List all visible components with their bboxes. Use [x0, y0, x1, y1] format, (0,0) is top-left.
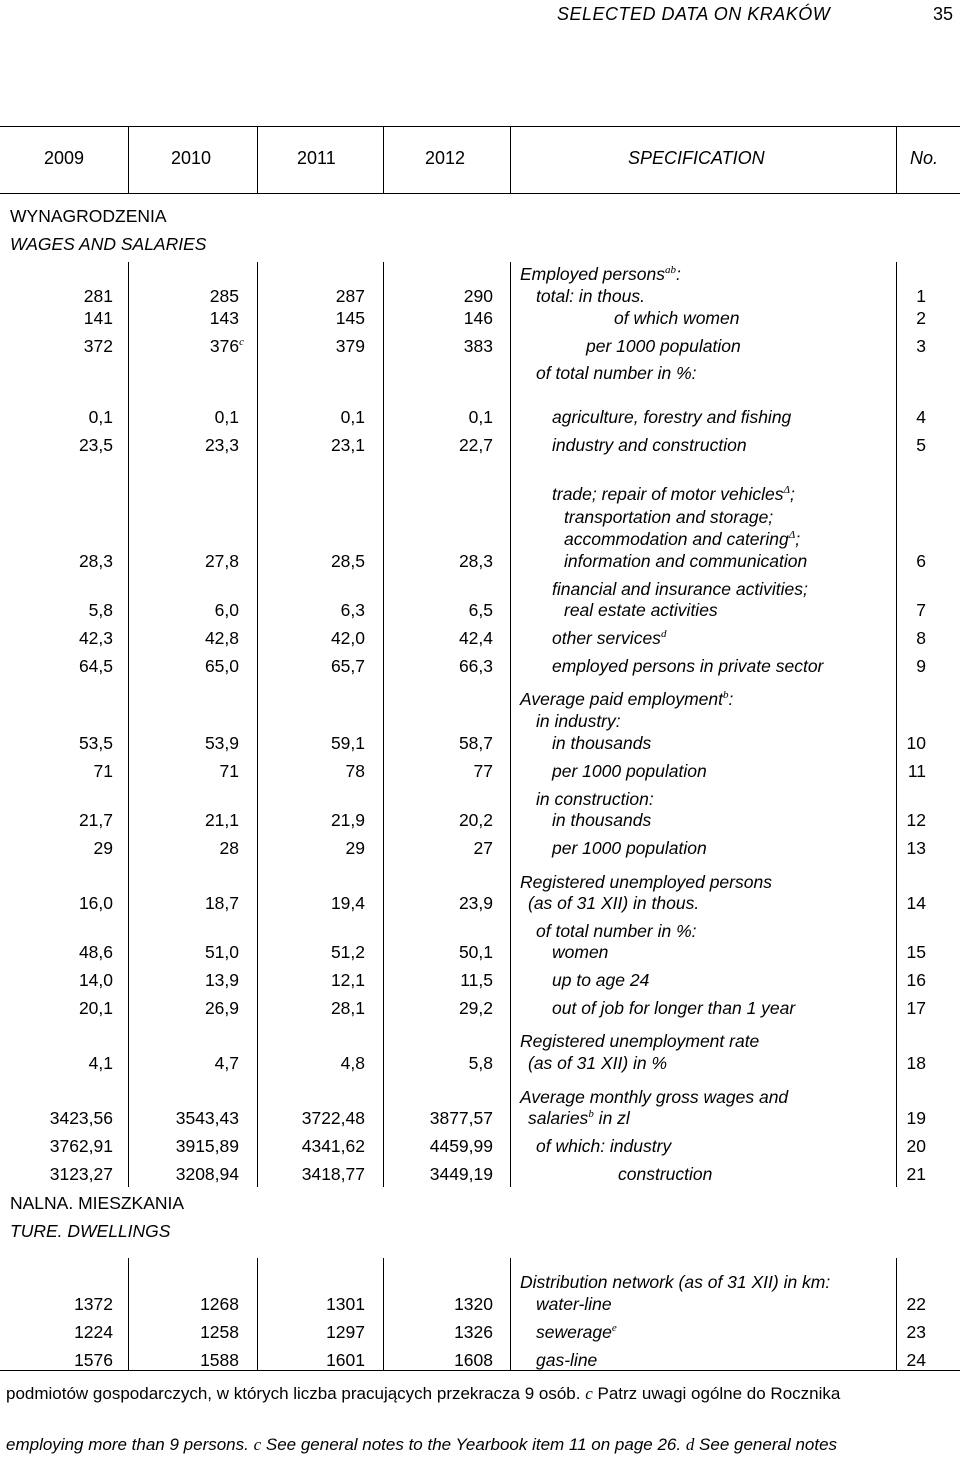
- spec-of-which-women: of which women: [614, 308, 740, 328]
- table-cell: 3423,56: [49, 1108, 113, 1128]
- spec-unemp-rate-2: (as of 31 XII) in %: [528, 1053, 668, 1073]
- col-divider: [383, 262, 384, 1187]
- page-number: 35: [933, 4, 954, 24]
- table-cell: 1301: [326, 1294, 365, 1314]
- table-cell: 1601: [326, 1350, 365, 1370]
- table-cell: 20,2: [458, 810, 493, 830]
- table-cell: 50,1: [458, 942, 493, 962]
- table-cell: 3449,19: [429, 1164, 493, 1184]
- spec-wages-1: Average monthly gross wages and: [520, 1087, 789, 1107]
- table-cell: 5,8: [468, 1053, 493, 1073]
- row-number: 11: [907, 761, 926, 781]
- footnote-en: employing more than 9 persons. c See general notes to the Yearbook item 11 on page 26. d See general notes: [6, 1435, 838, 1454]
- spec-per-1000: per 1000 population: [586, 336, 741, 356]
- spec-financial-1: financial and insurance activities;: [552, 579, 808, 599]
- spec-trade-1: trade; repair of motor vehicles$^\Delta$;: [552, 484, 795, 504]
- table-cell: 71: [219, 761, 239, 781]
- table-cell: 145: [335, 308, 365, 328]
- spec-up-to-24: up to age 24: [552, 970, 650, 990]
- table-cell: 1588: [200, 1350, 239, 1370]
- section-title-en: WAGES AND SALARIES: [10, 234, 207, 254]
- spec-employed-persons: Employed persons$^{ab}$:: [520, 264, 681, 284]
- table-cell: 14,0: [78, 970, 113, 990]
- col-divider: [510, 1258, 511, 1370]
- table-cell: 281: [83, 286, 113, 306]
- table-cell: 290: [463, 286, 493, 306]
- table-cell: 28,5: [330, 551, 365, 571]
- table-cell: 3722,48: [301, 1108, 365, 1128]
- footnote-marker: c: [239, 336, 244, 348]
- row-number: 15: [906, 942, 926, 962]
- spec-per-1000-1: per 1000 population: [552, 761, 707, 781]
- table-cell: 3915,89: [175, 1136, 239, 1156]
- table-cell: 19,4: [330, 893, 365, 913]
- table-cell: 1320: [454, 1294, 493, 1314]
- spec-total-thous: total: in thous.: [536, 286, 645, 306]
- col-divider: [896, 126, 897, 193]
- spec-trade-2: transportation and storage;: [564, 507, 774, 527]
- table-cell: 3543,43: [175, 1108, 239, 1128]
- spec-industry-construction: industry and construction: [552, 435, 747, 455]
- row-number: 20: [906, 1136, 926, 1156]
- spec-other-services: other services$^d$: [552, 628, 667, 648]
- table-cell: 372: [83, 336, 113, 356]
- table-cell: 21,1: [204, 810, 239, 830]
- spec-of-total-number: of total number in %:: [536, 363, 697, 383]
- table-cell: 11,5: [460, 970, 493, 990]
- table-cell: 65,0: [204, 656, 239, 676]
- spec-in-thousands-2: in thousands: [552, 810, 652, 830]
- row-number: 13: [906, 838, 926, 858]
- table-cell: 0,1: [88, 407, 113, 427]
- spec-of-which-industry: of which: industry: [536, 1136, 672, 1156]
- row-number: 8: [916, 628, 926, 648]
- row-number: 3: [916, 336, 926, 356]
- table-cell: 59,1: [330, 733, 365, 753]
- row-number: 10: [906, 733, 926, 753]
- col-divider: [510, 262, 511, 1187]
- row-number: 7: [916, 600, 926, 620]
- spec-women: women: [552, 942, 609, 962]
- table-cell: 1608: [454, 1350, 493, 1370]
- table-cell: 146: [463, 308, 493, 328]
- table-cell: 383: [463, 336, 493, 356]
- col-divider: [896, 262, 897, 1187]
- table-cell: 51,0: [204, 942, 239, 962]
- table-cell: 1224: [74, 1322, 113, 1342]
- table-cell: 29: [345, 838, 365, 858]
- row-number: 18: [906, 1053, 926, 1073]
- table-cell: 42,0: [330, 628, 365, 648]
- table-cell: 23,5: [78, 435, 113, 455]
- row-number: 23: [906, 1322, 926, 1342]
- table-cell: 20,1: [78, 998, 113, 1018]
- table-cell: 5,8: [88, 600, 113, 620]
- table-cell: 42,8: [204, 628, 239, 648]
- table-cell: 285: [209, 286, 239, 306]
- table-cell: 26,9: [204, 998, 239, 1018]
- table-cell: 4,1: [88, 1053, 113, 1073]
- table-cell: 4459,99: [429, 1136, 493, 1156]
- table-cell: 66,3: [458, 656, 493, 676]
- row-number: 2: [916, 308, 926, 328]
- table-cell: 4341,62: [301, 1136, 365, 1156]
- spec-water-line: water-line: [536, 1294, 612, 1314]
- table-cell: 3418,77: [301, 1164, 365, 1184]
- table-cell: 21,9: [330, 810, 365, 830]
- spec-financial-2: real estate activities: [564, 600, 718, 620]
- table-cell: 48,6: [78, 942, 113, 962]
- table-header-rule: [0, 193, 960, 194]
- table-cell: 1326: [454, 1322, 493, 1342]
- table-cell: 28: [219, 838, 239, 858]
- table-cell: [210, 336, 244, 357]
- spec-in-construction: in construction:: [536, 789, 654, 809]
- spec-trade-3: accommodation and catering$^\Delta$;: [564, 529, 801, 549]
- col-header-no: No.: [910, 148, 939, 168]
- table-cell: 16,0: [78, 893, 113, 913]
- table-cell: 287: [335, 286, 365, 306]
- table-cell-value: 376: [209, 336, 240, 356]
- table-cell: 18,7: [204, 893, 239, 913]
- table-cell: 23,9: [458, 893, 493, 913]
- table-cell: 29,2: [458, 998, 493, 1018]
- spec-of-total-number-2: of total number in %:: [536, 921, 697, 941]
- table-cell: 0,1: [468, 407, 493, 427]
- row-number: 6: [916, 551, 926, 571]
- col-divider: [257, 262, 258, 1187]
- table-cell: 12,1: [330, 970, 365, 990]
- table-cell: 53,5: [78, 733, 113, 753]
- spec-sewerage: sewerage$^e$: [536, 1322, 617, 1342]
- col-divider: [510, 126, 511, 193]
- table-cell: 28,3: [78, 551, 113, 571]
- col-divider: [896, 1258, 897, 1370]
- row-number: 9: [916, 656, 926, 676]
- col-divider: [383, 1258, 384, 1370]
- table-cell: 53,9: [204, 733, 239, 753]
- col-divider: [128, 1258, 129, 1370]
- col-divider: [128, 126, 129, 193]
- spec-per-1000-2: per 1000 population: [552, 838, 707, 858]
- table-cell: 6,5: [468, 600, 493, 620]
- col-header-2012: 2012: [425, 148, 466, 168]
- row-number: 24: [906, 1350, 926, 1370]
- row-number: 19: [906, 1108, 926, 1128]
- col-divider: [257, 1258, 258, 1370]
- col-divider: [257, 126, 258, 193]
- table-cell: 143: [209, 308, 239, 328]
- table-cell: 58,7: [458, 733, 493, 753]
- table-cell: 28,3: [458, 551, 493, 571]
- table-cell: 71: [93, 761, 113, 781]
- col-header-2010: 2010: [171, 148, 212, 168]
- table-cell: 21,7: [78, 810, 113, 830]
- running-title: SELECTED DATA ON KRAKÓW: [557, 4, 831, 24]
- table-cell: 78: [345, 761, 365, 781]
- col-header-specification: SPECIFICATION: [628, 148, 765, 168]
- table-cell: 4,7: [214, 1053, 239, 1073]
- footnote-pl: podmiotów gospodarczych, w których liczba pracujących przekracza 9 osób. c Patrz uwagi ogólne do Rocznika: [6, 1384, 841, 1403]
- table-cell: 23,1: [330, 435, 365, 455]
- table-cell: 42,3: [78, 628, 113, 648]
- table-cell: 3762,91: [49, 1136, 113, 1156]
- table-cell: 1258: [200, 1322, 239, 1342]
- spec-unemp-rate-1: Registered unemployment rate: [520, 1031, 760, 1051]
- spec-reg-unemployed-1: Registered unemployed persons: [520, 872, 772, 892]
- table-cell: 51,2: [330, 942, 365, 962]
- spec-trade-4: information and communication: [564, 551, 808, 571]
- table-cell: 3208,94: [175, 1164, 239, 1184]
- table-cell: 6,3: [340, 600, 365, 620]
- table-top-rule: [0, 126, 960, 127]
- table-cell: 22,7: [458, 435, 493, 455]
- table-cell: 0,1: [214, 407, 239, 427]
- table-cell: 379: [335, 336, 365, 356]
- spec-agriculture: agriculture, forestry and fishing: [552, 407, 792, 427]
- row-number: 17: [906, 998, 926, 1018]
- spec-out-of-job: out of job for longer than 1 year: [552, 998, 796, 1018]
- table-cell: 27: [473, 838, 493, 858]
- section2-title-en: TURE. DWELLINGS: [10, 1221, 171, 1241]
- row-number: 22: [906, 1294, 926, 1314]
- spec-wages-2: salaries$^b$ in zl: [528, 1108, 630, 1128]
- table-cell: 13,9: [204, 970, 239, 990]
- table-cell: 23,3: [204, 435, 239, 455]
- table-cell: 3123,27: [49, 1164, 113, 1184]
- spec-construction: construction: [618, 1164, 713, 1184]
- row-number: 4: [916, 407, 926, 427]
- section2-title-pl: NALNA. MIESZKANIA: [10, 1193, 185, 1213]
- table-cell: 1268: [200, 1294, 239, 1314]
- col-divider: [128, 262, 129, 1187]
- table-cell: 141: [83, 308, 113, 328]
- col-header-2011: 2011: [297, 148, 336, 168]
- row-number: 14: [906, 893, 926, 913]
- col-divider: [383, 126, 384, 193]
- spec-avg-paid-employment: Average paid employment$^b$:: [520, 689, 734, 709]
- table-cell: 64,5: [78, 656, 113, 676]
- spec-in-industry: in industry:: [536, 711, 621, 731]
- table-cell: 6,0: [214, 600, 239, 620]
- spec-private-sector: employed persons in private sector: [552, 656, 824, 676]
- row-number: 1: [916, 286, 926, 306]
- table-cell: 29: [93, 838, 113, 858]
- row-number: 21: [906, 1164, 926, 1184]
- row-number: 16: [906, 970, 926, 990]
- row-number: 5: [916, 435, 926, 455]
- table-cell: 65,7: [330, 656, 365, 676]
- table-cell: 4,8: [340, 1053, 365, 1073]
- table-cell: 0,1: [340, 407, 365, 427]
- table-cell: 27,8: [204, 551, 239, 571]
- col-header-2009: 2009: [44, 148, 85, 168]
- spec-reg-unemployed-2: (as of 31 XII) in thous.: [528, 893, 700, 913]
- table-cell: 1576: [74, 1350, 113, 1370]
- spec-distribution: Distribution network (as of 31 XII) in km:: [520, 1272, 831, 1292]
- spec-gas-line: gas-line: [536, 1350, 598, 1370]
- section-title-pl: WYNAGRODZENIA: [10, 206, 167, 226]
- table-cell: 3877,57: [429, 1108, 493, 1128]
- row-number: 12: [906, 810, 926, 830]
- table-cell: 77: [473, 761, 493, 781]
- spec-in-thousands-1: in thousands: [552, 733, 652, 753]
- table-cell: 1372: [74, 1294, 113, 1314]
- table-cell: 1297: [326, 1322, 365, 1342]
- table-cell: 42,4: [458, 628, 493, 648]
- table-cell: 28,1: [330, 998, 365, 1018]
